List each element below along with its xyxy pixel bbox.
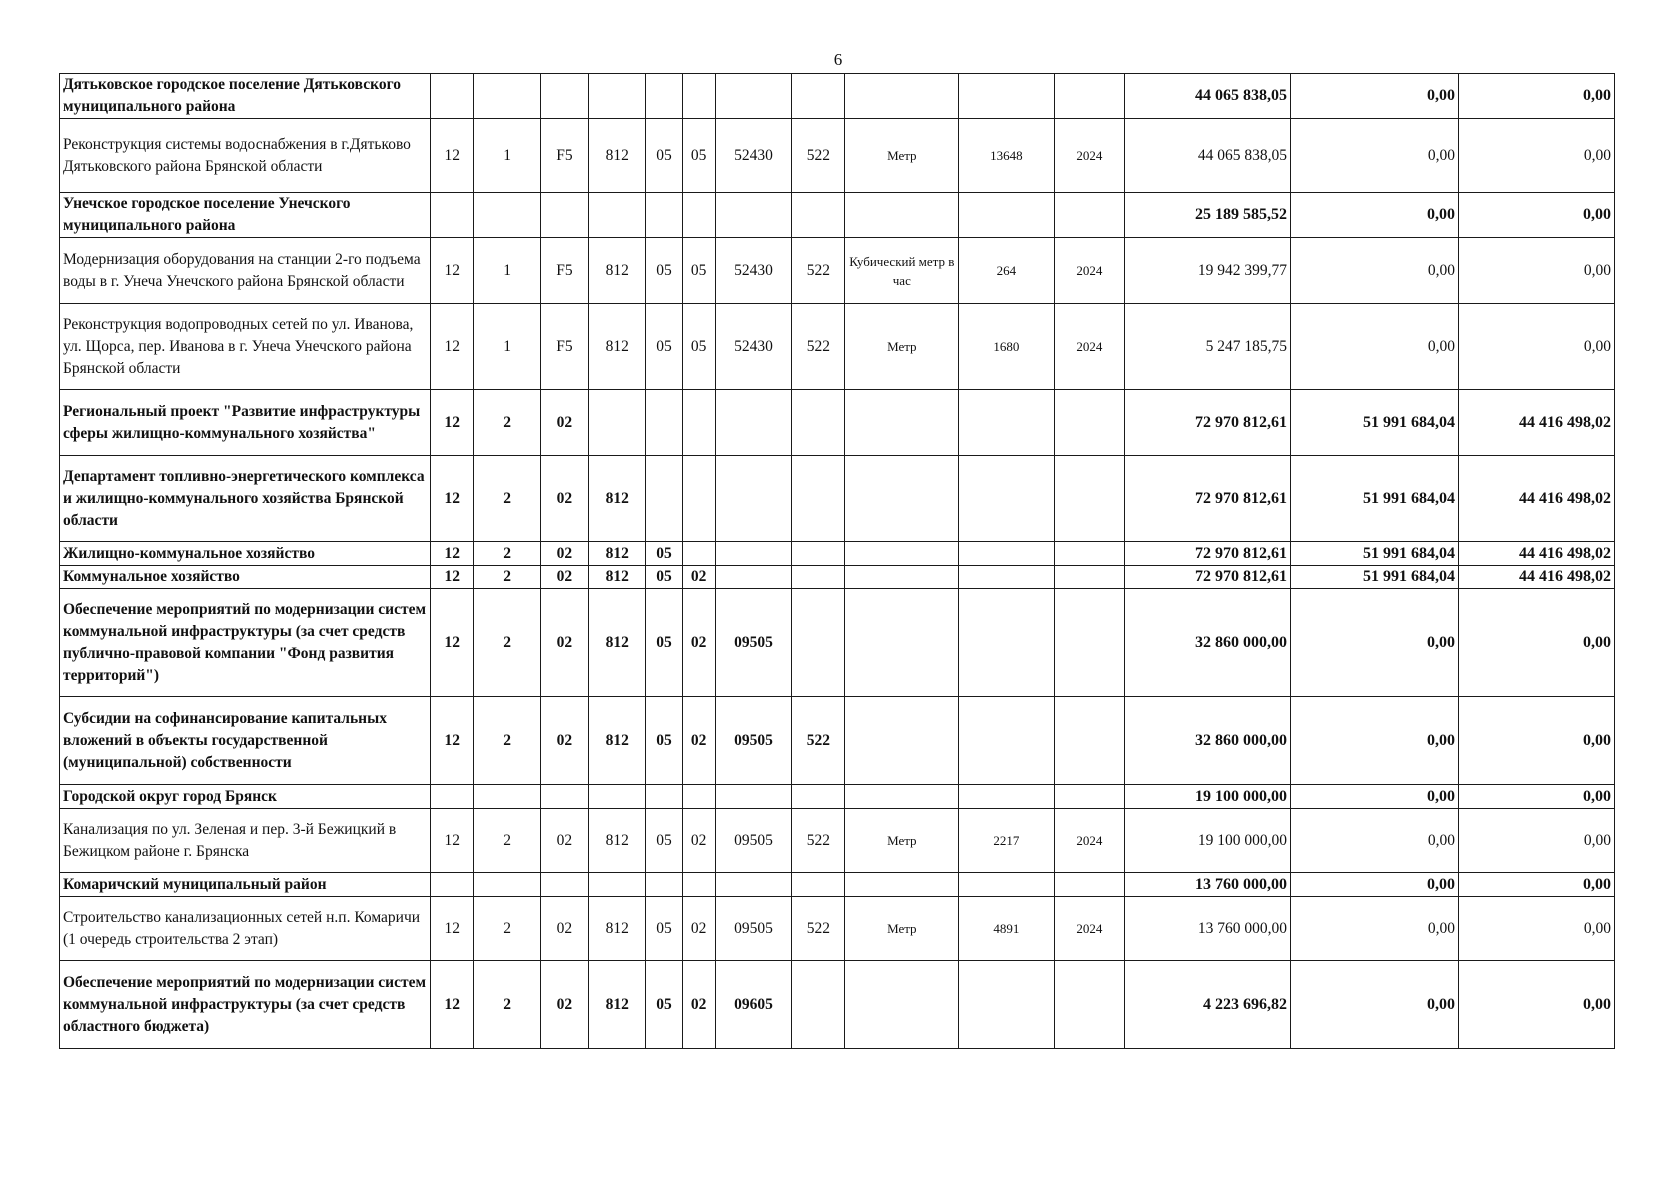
year-cell	[1054, 456, 1124, 542]
code-cell	[540, 74, 588, 119]
code-cell: 05	[682, 304, 715, 390]
unit-cell	[845, 566, 959, 589]
amount-cell: 0,00	[1291, 697, 1459, 785]
code-cell	[431, 785, 474, 809]
amount-cell: 0,00	[1459, 785, 1615, 809]
code-cell: 05	[646, 304, 682, 390]
quantity-cell	[959, 542, 1055, 566]
code-cell	[474, 193, 540, 238]
code-cell: 05	[682, 238, 715, 304]
code-cell: 05	[682, 119, 715, 193]
code-cell: F5	[540, 119, 588, 193]
code-cell	[792, 589, 845, 697]
table-row	[60, 74, 1615, 119]
amount-cell: 0,00	[1291, 809, 1459, 873]
code-cell: 12	[431, 456, 474, 542]
code-cell: 522	[792, 119, 845, 193]
code-cell: 02	[540, 809, 588, 873]
unit-cell: Метр	[845, 809, 959, 873]
code-cell	[715, 542, 791, 566]
code-cell: 05	[646, 589, 682, 697]
quantity-cell	[959, 566, 1055, 589]
year-cell: 2024	[1054, 304, 1124, 390]
code-cell: 02	[540, 961, 588, 1049]
amount-cell: 0,00	[1459, 961, 1615, 1049]
item-name-cell: Городской округ город Брянск	[60, 785, 431, 809]
amount-cell: 19 942 399,77	[1125, 238, 1291, 304]
amount-cell: 0,00	[1291, 897, 1459, 961]
year-cell: 2024	[1054, 238, 1124, 304]
quantity-cell	[959, 456, 1055, 542]
code-cell: 02	[682, 897, 715, 961]
code-cell: 522	[792, 304, 845, 390]
code-cell	[646, 873, 682, 897]
amount-cell: 19 100 000,00	[1125, 785, 1291, 809]
code-cell: 05	[646, 897, 682, 961]
code-cell: 812	[589, 589, 646, 697]
page-number: 6	[833, 50, 843, 69]
code-cell: 12	[431, 897, 474, 961]
year-cell	[1054, 785, 1124, 809]
table-row	[60, 873, 1615, 897]
item-name-cell: Обеспечение мероприятий по модернизации систем коммунальной инфраструктуры (за счет средств областного бюджета)	[60, 961, 431, 1049]
amount-cell: 0,00	[1291, 74, 1459, 119]
code-cell	[715, 456, 791, 542]
item-name-cell: Департамент топливно-энергетического комплекса и жилищно-коммунального хозяйства Брянской области	[60, 456, 431, 542]
amount-cell: 13 760 000,00	[1125, 897, 1291, 961]
table-row	[60, 809, 1615, 873]
quantity-cell	[959, 785, 1055, 809]
amount-cell: 32 860 000,00	[1125, 589, 1291, 697]
code-cell: 05	[646, 566, 682, 589]
item-name-cell: Обеспечение мероприятий по модернизации систем коммунальной инфраструктуры (за счет средств публично-правовой компании "Фонд развития территорий")	[60, 589, 431, 697]
amount-cell: 0,00	[1459, 119, 1615, 193]
amount-cell: 0,00	[1459, 193, 1615, 238]
amount-cell: 72 970 812,61	[1125, 566, 1291, 589]
amount-cell: 0,00	[1291, 238, 1459, 304]
amount-cell: 0,00	[1291, 304, 1459, 390]
table-row	[60, 961, 1615, 1049]
code-cell	[682, 390, 715, 456]
table-row	[60, 304, 1615, 390]
amount-cell: 0,00	[1291, 193, 1459, 238]
year-cell: 2024	[1054, 809, 1124, 873]
code-cell: 52430	[715, 119, 791, 193]
code-cell: 09505	[715, 897, 791, 961]
amount-cell: 25 189 585,52	[1125, 193, 1291, 238]
code-cell	[589, 785, 646, 809]
quantity-cell	[959, 697, 1055, 785]
code-cell: 2	[474, 566, 540, 589]
table-row	[60, 566, 1615, 589]
code-cell: 09505	[715, 809, 791, 873]
code-cell	[589, 74, 646, 119]
amount-cell: 44 065 838,05	[1125, 74, 1291, 119]
item-name-cell: Реконструкция водопроводных сетей по ул. Иванова, ул. Щорса, пер. Иванова в г. Унеча Унечского района Брянской области	[60, 304, 431, 390]
item-name-cell: Унечское городское поселение Унечского муниципального района	[60, 193, 431, 238]
code-cell: 02	[682, 697, 715, 785]
amount-cell: 72 970 812,61	[1125, 390, 1291, 456]
code-cell: 05	[646, 238, 682, 304]
code-cell: 2	[474, 961, 540, 1049]
code-cell: 05	[646, 119, 682, 193]
code-cell: 02	[682, 809, 715, 873]
amount-cell: 72 970 812,61	[1125, 542, 1291, 566]
code-cell	[792, 566, 845, 589]
year-cell	[1054, 390, 1124, 456]
code-cell: 522	[792, 697, 845, 785]
amount-cell: 0,00	[1459, 897, 1615, 961]
code-cell: 52430	[715, 238, 791, 304]
code-cell	[682, 785, 715, 809]
quantity-cell: 13648	[959, 119, 1055, 193]
year-cell	[1054, 542, 1124, 566]
code-cell	[715, 566, 791, 589]
code-cell: 05	[646, 809, 682, 873]
code-cell	[715, 193, 791, 238]
code-cell	[540, 785, 588, 809]
amount-cell: 0,00	[1459, 238, 1615, 304]
year-cell	[1054, 74, 1124, 119]
item-name-cell: Строительство канализационных сетей н.п. Комаричи (1 очередь строительства 2 этап)	[60, 897, 431, 961]
unit-cell	[845, 589, 959, 697]
code-cell: 12	[431, 542, 474, 566]
code-cell: 812	[589, 304, 646, 390]
code-cell: 1	[474, 238, 540, 304]
code-cell: 522	[792, 809, 845, 873]
unit-cell: Кубический метр в час	[845, 238, 959, 304]
code-cell: F5	[540, 304, 588, 390]
code-cell	[646, 390, 682, 456]
table-row	[60, 542, 1615, 566]
amount-cell: 0,00	[1291, 873, 1459, 897]
code-cell: 02	[682, 961, 715, 1049]
code-cell: 05	[646, 542, 682, 566]
code-cell	[646, 785, 682, 809]
amount-cell: 51 991 684,04	[1291, 456, 1459, 542]
amount-cell: 0,00	[1459, 809, 1615, 873]
table-row	[60, 589, 1615, 697]
code-cell	[792, 542, 845, 566]
amount-cell: 13 760 000,00	[1125, 873, 1291, 897]
item-name-cell: Реконструкция системы водоснабжения в г.Дятьково Дятьковского района Брянской области	[60, 119, 431, 193]
code-cell: 12	[431, 119, 474, 193]
amount-cell: 19 100 000,00	[1125, 809, 1291, 873]
code-cell	[792, 74, 845, 119]
code-cell: 812	[589, 238, 646, 304]
table-row	[60, 697, 1615, 785]
code-cell	[540, 873, 588, 897]
item-name-cell: Дятьковское городское поселение Дятьковского муниципального района	[60, 74, 431, 119]
unit-cell: Метр	[845, 304, 959, 390]
code-cell	[431, 193, 474, 238]
budget-table	[59, 73, 1615, 1049]
item-name-cell: Региональный проект "Развитие инфраструктуры сферы жилищно-коммунального хозяйства"	[60, 390, 431, 456]
code-cell: 812	[589, 961, 646, 1049]
amount-cell: 0,00	[1459, 304, 1615, 390]
amount-cell: 51 991 684,04	[1291, 542, 1459, 566]
amount-cell: 4 223 696,82	[1125, 961, 1291, 1049]
quantity-cell	[959, 74, 1055, 119]
unit-cell	[845, 697, 959, 785]
item-name-cell: Субсидии на софинансирование капитальных вложений в объекты государственной (муниципальной) собственности	[60, 697, 431, 785]
table-row	[60, 238, 1615, 304]
unit-cell	[845, 542, 959, 566]
code-cell	[474, 785, 540, 809]
code-cell	[682, 74, 715, 119]
code-cell	[715, 873, 791, 897]
code-cell: 2	[474, 390, 540, 456]
year-cell: 2024	[1054, 119, 1124, 193]
quantity-cell	[959, 193, 1055, 238]
table-row	[60, 119, 1615, 193]
code-cell: 812	[589, 566, 646, 589]
year-cell	[1054, 961, 1124, 1049]
code-cell: 812	[589, 897, 646, 961]
year-cell	[1054, 873, 1124, 897]
code-cell	[474, 873, 540, 897]
code-cell	[792, 390, 845, 456]
quantity-cell	[959, 589, 1055, 697]
amount-cell: 0,00	[1459, 697, 1615, 785]
quantity-cell: 264	[959, 238, 1055, 304]
code-cell: 52430	[715, 304, 791, 390]
code-cell: 02	[540, 390, 588, 456]
quantity-cell	[959, 873, 1055, 897]
code-cell: 2	[474, 542, 540, 566]
amount-cell: 0,00	[1459, 589, 1615, 697]
code-cell: 12	[431, 304, 474, 390]
unit-cell	[845, 193, 959, 238]
table-row	[60, 193, 1615, 238]
quantity-cell: 2217	[959, 809, 1055, 873]
year-cell	[1054, 589, 1124, 697]
code-cell	[589, 193, 646, 238]
amount-cell: 0,00	[1291, 119, 1459, 193]
unit-cell	[845, 873, 959, 897]
year-cell	[1054, 193, 1124, 238]
code-cell: 02	[540, 542, 588, 566]
unit-cell	[845, 74, 959, 119]
code-cell	[792, 961, 845, 1049]
code-cell	[682, 193, 715, 238]
amount-cell: 44 416 498,02	[1459, 390, 1615, 456]
code-cell: 2	[474, 809, 540, 873]
unit-cell	[845, 785, 959, 809]
item-name-cell: Жилищно-коммунальное хозяйство	[60, 542, 431, 566]
code-cell	[682, 542, 715, 566]
quantity-cell: 4891	[959, 897, 1055, 961]
item-name-cell: Коммунальное хозяйство	[60, 566, 431, 589]
amount-cell: 44 416 498,02	[1459, 566, 1615, 589]
code-cell: 02	[540, 589, 588, 697]
code-cell	[715, 390, 791, 456]
code-cell	[540, 193, 588, 238]
code-cell: 02	[682, 589, 715, 697]
item-name-cell: Канализация по ул. Зеленая и пер. 3-й Бежицкий в Бежицком районе г. Брянска	[60, 809, 431, 873]
quantity-cell	[959, 961, 1055, 1049]
quantity-cell: 1680	[959, 304, 1055, 390]
unit-cell: Метр	[845, 897, 959, 961]
amount-cell: 5 247 185,75	[1125, 304, 1291, 390]
table-row	[60, 785, 1615, 809]
code-cell: 812	[589, 542, 646, 566]
code-cell: 12	[431, 697, 474, 785]
code-cell: 02	[540, 566, 588, 589]
code-cell: 2	[474, 897, 540, 961]
code-cell	[474, 74, 540, 119]
code-cell: 1	[474, 304, 540, 390]
code-cell: 1	[474, 119, 540, 193]
code-cell	[715, 74, 791, 119]
code-cell: 12	[431, 390, 474, 456]
table-row	[60, 456, 1615, 542]
quantity-cell	[959, 390, 1055, 456]
code-cell: 05	[646, 961, 682, 1049]
code-cell: 12	[431, 809, 474, 873]
code-cell	[646, 456, 682, 542]
amount-cell: 0,00	[1459, 873, 1615, 897]
code-cell: 12	[431, 961, 474, 1049]
table-row	[60, 897, 1615, 961]
code-cell: 02	[540, 456, 588, 542]
code-cell: 2	[474, 697, 540, 785]
code-cell	[792, 456, 845, 542]
code-cell: 812	[589, 456, 646, 542]
code-cell: 05	[646, 697, 682, 785]
code-cell: 522	[792, 897, 845, 961]
code-cell	[792, 193, 845, 238]
amount-cell: 0,00	[1459, 74, 1615, 119]
code-cell	[646, 193, 682, 238]
code-cell	[431, 873, 474, 897]
unit-cell: Метр	[845, 119, 959, 193]
unit-cell	[845, 961, 959, 1049]
amount-cell: 0,00	[1291, 961, 1459, 1049]
amount-cell: 44 065 838,05	[1125, 119, 1291, 193]
code-cell: 09505	[715, 697, 791, 785]
item-name-cell: Комаричский муниципальный район	[60, 873, 431, 897]
code-cell: 12	[431, 566, 474, 589]
code-cell: 812	[589, 119, 646, 193]
code-cell	[589, 390, 646, 456]
code-cell: 09605	[715, 961, 791, 1049]
code-cell: 02	[540, 897, 588, 961]
code-cell	[682, 873, 715, 897]
item-name-cell: Модернизация оборудования на станции 2-го подъема воды в г. Унеча Унечского района Брянской области	[60, 238, 431, 304]
amount-cell: 51 991 684,04	[1291, 390, 1459, 456]
amount-cell: 51 991 684,04	[1291, 566, 1459, 589]
code-cell	[792, 785, 845, 809]
code-cell: F5	[540, 238, 588, 304]
code-cell: 02	[682, 566, 715, 589]
amount-cell: 44 416 498,02	[1459, 456, 1615, 542]
code-cell: 12	[431, 238, 474, 304]
code-cell: 2	[474, 456, 540, 542]
code-cell: 02	[540, 697, 588, 785]
year-cell: 2024	[1054, 897, 1124, 961]
year-cell	[1054, 697, 1124, 785]
amount-cell: 44 416 498,02	[1459, 542, 1615, 566]
code-cell: 812	[589, 809, 646, 873]
amount-cell: 32 860 000,00	[1125, 697, 1291, 785]
code-cell: 812	[589, 697, 646, 785]
unit-cell	[845, 456, 959, 542]
table-row	[60, 390, 1615, 456]
unit-cell	[845, 390, 959, 456]
code-cell	[715, 785, 791, 809]
code-cell	[431, 74, 474, 119]
code-cell: 522	[792, 238, 845, 304]
code-cell	[589, 873, 646, 897]
code-cell	[646, 74, 682, 119]
year-cell	[1054, 566, 1124, 589]
code-cell: 09505	[715, 589, 791, 697]
code-cell	[682, 456, 715, 542]
amount-cell: 0,00	[1291, 785, 1459, 809]
amount-cell: 72 970 812,61	[1125, 456, 1291, 542]
code-cell: 12	[431, 589, 474, 697]
code-cell	[792, 873, 845, 897]
amount-cell: 0,00	[1291, 589, 1459, 697]
code-cell: 2	[474, 589, 540, 697]
